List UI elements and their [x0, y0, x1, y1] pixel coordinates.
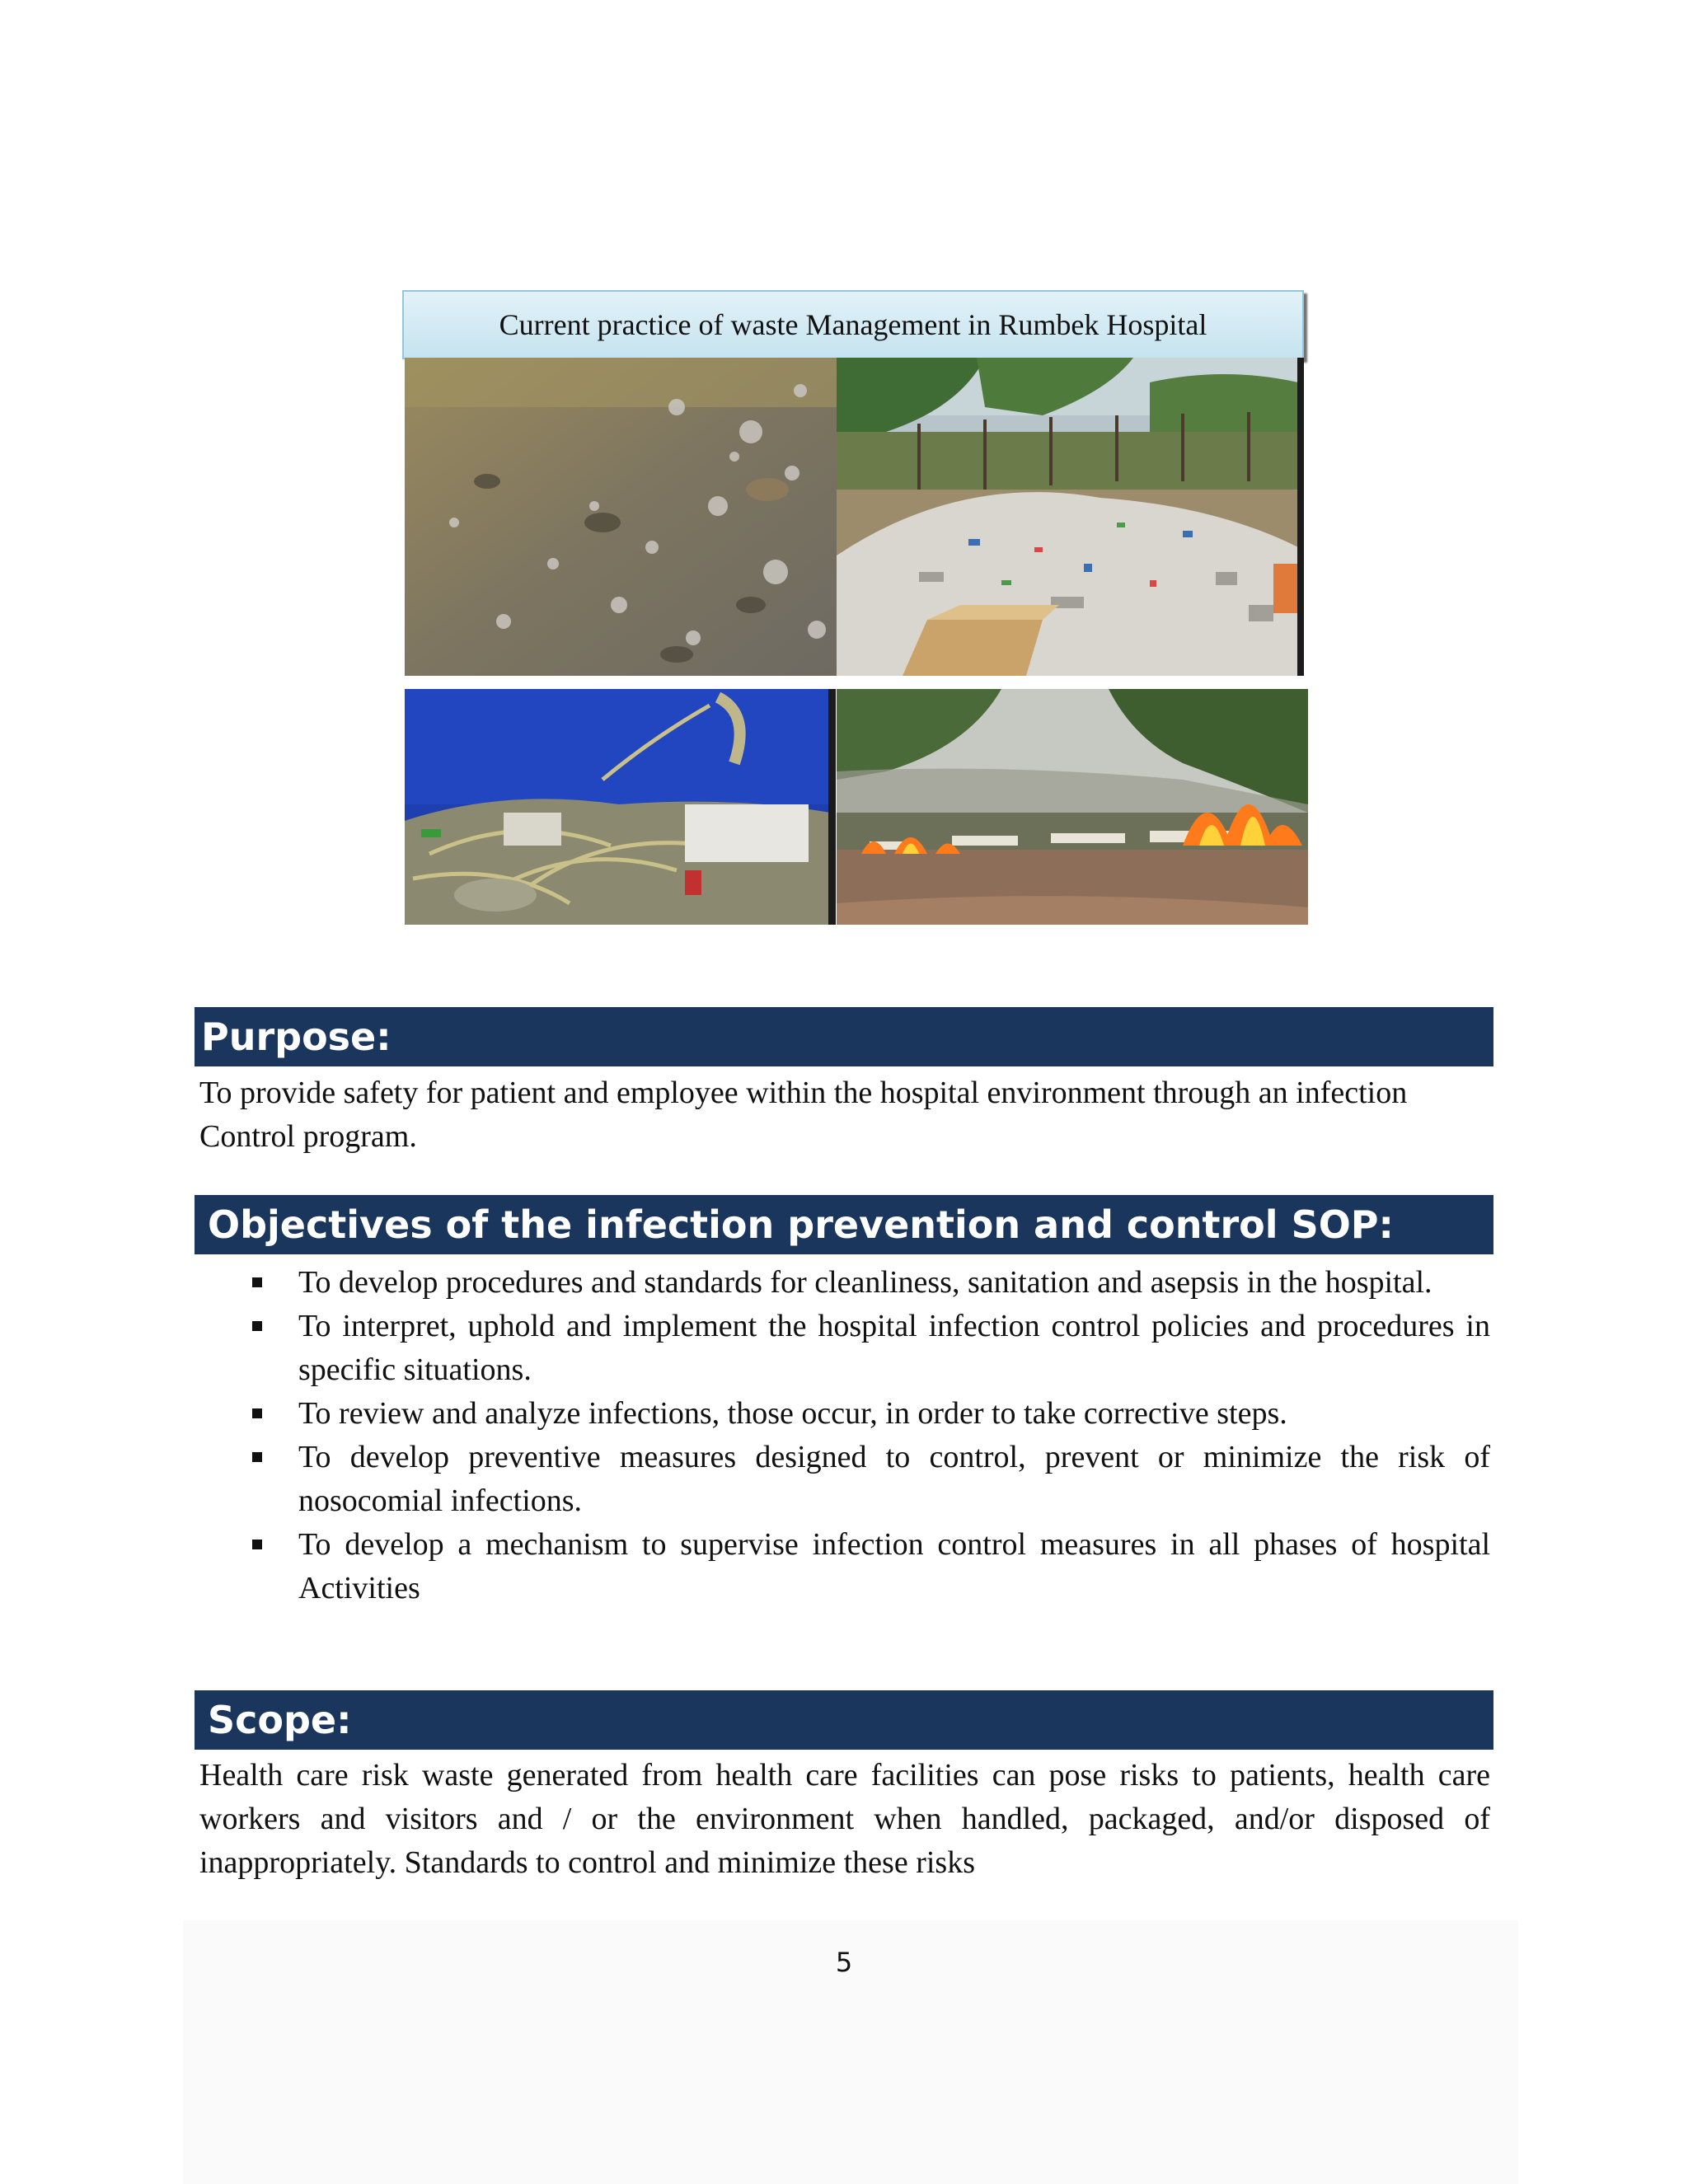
- scope-text: Health care risk waste generated from health care facilities can pose risks to patients, health care workers and visitors and / or the environment when handled, packaged, and/or disposed of inappropriately. Standards to control and minimize these risks: [199, 1758, 1490, 1880]
- list-item-text: To develop a mechanism to supervise infection control measures in all phases of hospital Activities: [298, 1527, 1490, 1605]
- list-item-text: To develop preventive measures designed to control, prevent or minimize the risk of nosocomial infections.: [298, 1440, 1490, 1518]
- square-bullet-icon: [252, 1321, 262, 1331]
- waste-management-figure: [402, 290, 1322, 925]
- list-item: [199, 1523, 1490, 1610]
- list-item: [199, 1305, 1490, 1392]
- photo-shadow: [828, 689, 836, 925]
- photo-shadow: [1297, 358, 1304, 676]
- purpose-text: To provide safety for patient and employee within the hospital environment through an infection Control program.: [199, 1076, 1408, 1154]
- list-item: [199, 1392, 1490, 1436]
- purpose-heading: Purpose:: [195, 1007, 1493, 1066]
- scope-heading: Scope:: [195, 1690, 1493, 1750]
- square-bullet-icon: [252, 1408, 262, 1418]
- waste-container-photo: [405, 689, 830, 925]
- list-item-text: To develop procedures and standards for cleanliness, sanitation and asepsis in the hospital.: [298, 1265, 1432, 1300]
- list-item: [199, 1261, 1490, 1305]
- objectives-heading: Objectives of the infection prevention and control SOP:: [195, 1195, 1493, 1254]
- square-bullet-icon: [252, 1452, 262, 1462]
- waste-dump-fence-photo: [837, 358, 1298, 676]
- list-item-text: To interpret, uphold and implement the hospital infection control policies and procedures in specific situations.: [298, 1309, 1490, 1387]
- burning-waste-photo: [837, 689, 1308, 925]
- square-bullet-icon: [252, 1540, 262, 1549]
- page-number: 5: [835, 1947, 853, 1978]
- figure-caption: Current practice of waste Management in Rumbek Hospital: [402, 290, 1304, 359]
- scattered-waste-ground-photo: [405, 358, 837, 676]
- square-bullet-icon: [252, 1277, 262, 1287]
- objectives-list: [199, 1261, 1490, 1610]
- list-item: [199, 1436, 1490, 1523]
- list-item-text: To review and analyze infections, those occur, in order to take corrective steps.: [298, 1396, 1287, 1431]
